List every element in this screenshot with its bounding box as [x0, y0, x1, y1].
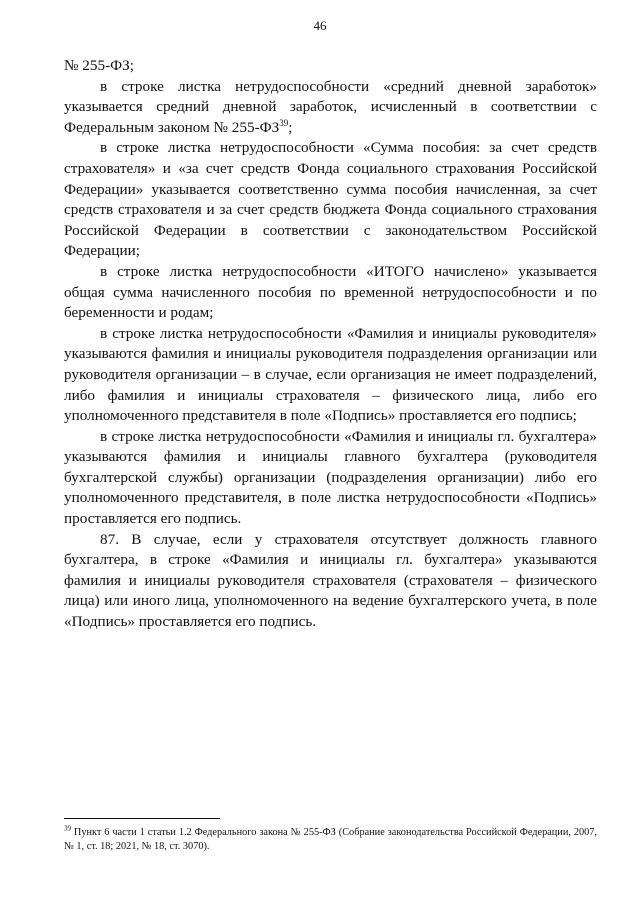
- paragraph-chief-accountant-name: в строке листка нетрудоспособности «Фамилия и инициалы гл. бухгалтера» указываются фамилия и инициалы главного бухгалтера (руководителя бухгалтерской службы) организации (подразделения организации) либо его уполномоченного представителя, в поле листка нетрудоспособности «Подпись» проставляется его подпись.: [64, 427, 597, 528]
- footnote-marker: 39: [64, 824, 71, 833]
- footnote-divider: [64, 818, 220, 819]
- body-text: [64, 56, 597, 633]
- paragraph-law-reference: № 255-ФЗ;: [64, 57, 134, 74]
- page-number: 46: [313, 18, 327, 33]
- paragraph-87: 87. В случае, если у страхователя отсутствует должность главного бухгалтера, в строке «Фамилия и инициалы гл. бухгалтера» указываются фамилия и инициалы руководителя страхователя (страхователя – физического лица) или иного лица, уполномоченного на ведение бухгалтерского учета, в поле «Подпись» проставляется его подпись.: [64, 530, 597, 631]
- footnote-reference: 39: [279, 117, 289, 128]
- paragraph-tail: ;: [288, 118, 293, 136]
- footnote-text: Пункт 6 части 1 статьи 1.2 Федерального закона № 255-ФЗ (Собрание законодательства Российской Федерации, 2007, № 1, ст. 18; 2021, № 18, ст. 3070).: [64, 827, 597, 852]
- paragraph-benefit-amount: в строке листка нетрудоспособности «Сумма пособия: за счет средств страхователя» и «за счет средств Фонда социального страхования Российской Федерации» указывается соответственно сумма пособия начисленная, за счет средств страхователя и за счет средств бюджета Фонда социального страхования Российской Федерации в соответствии с законодательством Российской Федерации;: [64, 139, 597, 260]
- footnote: [64, 826, 597, 854]
- paragraph-average-daily-earnings: [64, 77, 597, 139]
- paragraph-text: в строке листка нетрудоспособности «средний дневной заработок» указывается средний дневной заработок, исчисленный в соответствии с Федеральным законом № 255-ФЗ: [64, 77, 597, 136]
- paragraph-total-accrued: в строке листка нетрудоспособности «ИТОГО начислено» указывается общая сумма начисленного пособия по временной нетрудоспособности и по беременности и родам;: [64, 262, 597, 322]
- paragraph-head-name: в строке листка нетрудоспособности «Фамилия и инициалы руководителя» указываются фамилия и инициалы руководителя подразделения организации или руководителя организации – в случае, если организация не имеет подразделений, либо фамилия и инициалы страхователя – физического лица, либо его уполномоченного представителя в поле «Подпись» проставляется его подпись;: [64, 324, 597, 425]
